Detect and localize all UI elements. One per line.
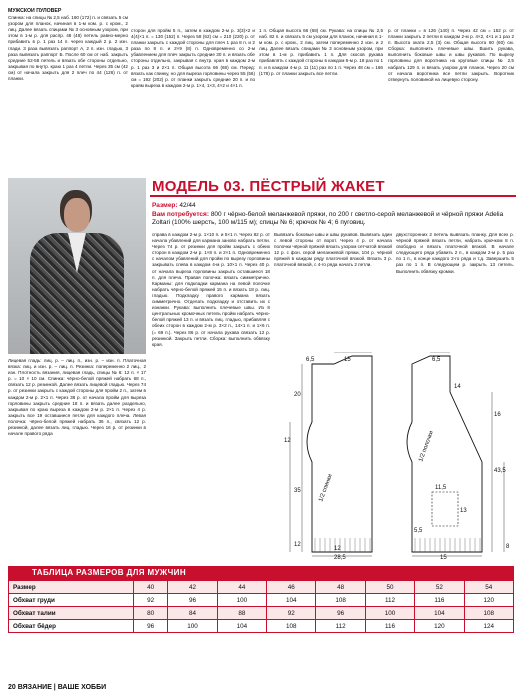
magazine-name: ВЯЗАНИЕ | ВАШЕ ХОББИ — [17, 684, 107, 691]
pattern-svg — [282, 352, 514, 560]
dim-label: 6,5 — [432, 357, 441, 363]
pullover-column-1 — [8, 8, 128, 168]
materials-value: 800 г чёрно-белой меланжевой пряжи, по 200 г светло-серой меланжевой и чёрной пряжи Adelia Zoltari (100% шерсть, 100 м/115 м); спицы № 6; крючок № 4; 6 пуговиц. — [152, 211, 504, 226]
size-cell: 46 — [267, 581, 316, 594]
dim-label: 28,5 — [334, 555, 346, 560]
dim-label: 5,5 — [414, 528, 423, 534]
table-cell: 96 — [316, 607, 365, 620]
dim-label: 14 — [454, 384, 461, 390]
pullover-text-3: 1 п. Общая высота 66 (68) см. Рукава: на спицы № 2,5 наб. 82 п. и связать 5 см узором для планок, начиная в 1-м ком. р. с кром., 2 лиц. затем попеременно 2 изн. и 2 лиц. Далее вязать спицами № 3 основным узором, при этом в 1-м р. прибавить 1 п. Для скосов рукава прибавлять с каждой стороны в каждом 6-м р. 18 раз по 1 п. и в каждом 4-м р. 11 (11) раз по 1 п. Через 48 см = 166 (178) р. от планки закрыть все петли. — [259, 28, 383, 76]
table-cell: 100 — [217, 594, 266, 607]
size-table — [8, 566, 514, 633]
size-cell: 40 — [134, 581, 168, 594]
table-cell: 92 — [134, 594, 168, 607]
dim-label: 12 — [334, 546, 341, 552]
size-cell: 42 — [168, 581, 217, 594]
size-cell: 52 — [415, 581, 464, 594]
dim-label: 8 — [506, 544, 510, 550]
model-face — [64, 198, 90, 232]
table-cell: 120 — [415, 620, 464, 633]
table-cell: 100 — [365, 607, 414, 620]
materials-line — [152, 211, 514, 227]
row-label: Обхват груди — [9, 594, 134, 607]
table-row — [9, 620, 514, 633]
materials-label: Вам потребуется: — [152, 211, 209, 218]
row-label: Обхват талии — [9, 607, 134, 620]
table-cell: 116 — [365, 620, 414, 633]
table-cell: 120 — [464, 594, 513, 607]
dim-label: 13 — [460, 508, 467, 514]
size-cell: 48 — [316, 581, 365, 594]
front-label: 1/2 полочки — [418, 430, 435, 463]
table-cell: 80 — [134, 607, 168, 620]
page-footer — [8, 684, 106, 691]
dim-label: 43,5 — [494, 468, 506, 474]
jacket-column-2 — [152, 232, 270, 558]
table-cell: 108 — [464, 607, 513, 620]
ribbing-back — [315, 538, 370, 552]
table-cell: 108 — [316, 594, 365, 607]
table-cell: 104 — [217, 620, 266, 633]
dim-label: 11,5 — [435, 485, 447, 491]
dim-label: 15 — [440, 555, 447, 560]
model-photo — [8, 178, 146, 354]
jacket-text-4: двухсторонних 2 петель вывязать планку. Для всех р. чёрной пряжей вязать петли, набрать крючком 8 п. свободно и вязать платочной вязкой. В начале следующего ряда убавить 2 п., в каждом 2-м р. 5 раз по 1 п., в конце каждого 2-го ряда и т.д. Завершить 5 раз по 1 п. В следующем р. закрыть 13 петель. Выполнить обвязку кромки. — [396, 232, 514, 274]
table-cell: 104 — [415, 607, 464, 620]
back-label: 1/2 спинки — [318, 473, 334, 503]
front-half-outline — [407, 356, 482, 552]
pullover-column-4 — [388, 28, 514, 168]
table-cell: 112 — [316, 620, 365, 633]
pullover-column-2 — [131, 28, 255, 168]
header-label: Размер — [9, 581, 134, 594]
jacket-text-1: Лицевая гладь: лиц. р. – лиц. п., изн. р. – изн. п. Платочная вязка: лиц. и изн. р. – лиц. п. Резинка: попеременно 2 лиц., 2 изн. Плотность вязания, лицевая гладь, спицы № 6: 12 п. × 17 р. = 10 × 10 см. Спинка: чёрно-белой пряжей набрать 68 п., связать 12 р. резинкой. Далее вязать лицевой гладью. Через 74 р. от резинки закрыть с каждой стороны для пройм 2 п., затем в каждом 2-м р. 2×1 п. Через 38 р. от начала пройм для выреза горловины закрыть средние 18 п. и вязать далее раздельно, закрывая по краю выреза в каждом 2-м р. 2×1 п. Через 4 р. закрыть все 19 оставшиеся петли для каждого плеча. Левая полочка: чёрно-белой пряжей набрать 36 п., связать 12 р. резинкой, далее вязать лиц. гладью. Через 16 р. от резинки в начале правого ряда — [8, 358, 146, 437]
pullover-heading: МУЖСКОЙ ПУЛОВЕР — [8, 8, 62, 14]
table-cell: 96 — [134, 620, 168, 633]
ribbing-front — [415, 538, 480, 552]
table-cell: 92 — [267, 607, 316, 620]
dim-label: 15 — [344, 357, 351, 363]
table-row — [9, 607, 514, 620]
pullover-column-3 — [259, 28, 383, 168]
pullover-text-1: Спинка: на спицы № 2,5 наб. 160 (172) п. и связать 5 см узором для планок, начиная в 1-м ком. р. с кром., 2 лиц. Далее вязать спицами № 3 основным узором, при этом в 1-м р. для распр. 48 (48) петель равно-мерно прибавить в р. 1 раз 14 п. через каждый 2 р. 2 изн. глади. 3 раза вывязать раппорт А, 2 п. изн. гладью, 3 раза вывязать раппорт Б. После 60 см от наб. закрыть средние 52-58 петель и вязать обе стороны отдельно, закрывая по внутр. краю 1 раз 4 петли. Через 35 см (42 см) от начала закрыть для 2 плеч по 44 (126) п. от планки. — [8, 15, 128, 82]
pocket-outline — [432, 492, 458, 526]
size-cell: 44 — [217, 581, 266, 594]
table-header-row — [9, 581, 514, 594]
table-cell: 124 — [464, 620, 513, 633]
model-title: МОДЕЛЬ 03. ПЁСТРЫЙ ЖАКЕТ — [152, 178, 385, 195]
table-cell: 104 — [267, 594, 316, 607]
table-cell: 84 — [168, 607, 217, 620]
jacket-column-1 — [8, 358, 146, 558]
size-label: Размер: — [152, 202, 178, 209]
dim-label: 12 — [284, 438, 291, 444]
pattern-diagram — [282, 352, 514, 560]
size-table-grid — [8, 580, 514, 633]
dim-label: 35 — [294, 488, 301, 494]
model-title-bar — [150, 180, 516, 197]
jacket-text-3: Вывязать боковые швы и швы рукавов. Вывязать один с левой стороны от ворот. Через 4 р. от начала полочки чёрной пряжей вязать узором сетчатой вязкой 12 р. с фон. серой меланжевой пряжи, 104 р. чёрной пряжей в каждом ряду платочной вязкой. Вязать 3 р. платочной вязкой, с 4-го ряда начать 2 петли. — [274, 232, 392, 268]
table-cell: 96 — [168, 594, 217, 607]
table-row — [9, 594, 514, 607]
table-cell: 88 — [217, 607, 266, 620]
dim-label: 20 — [294, 392, 301, 398]
jacket-text-2: справа в каждом 2-м р. 1×10 п. и 5×1 п. Через 82 р. от начала убавлений для кармана заново набрать петли. Через 74 р. от резинки для пройм закрыть с обеих сторон в каждом 2-м р. 1×8 п. и 2×1 п. Одновременно с началом убавлений для пройм по вырезу горловины закрывать слева в каждом 4-м р. 10×1 п. Через 40 р. от начала выреза горловины закрыть оставшиеся 18 п. для плеча. Правая полочка: вязать симметрично. Карманы: для подкладки кармана на левой полочке набрать чёрно-белой пряжей 15 п. и вязать 18 р. лиц. гладью. Подкладку правого кармана вязать симметрично. Отделать подкладку и отставить их с изнанки. Рукава: выполнить плечевые швы. Из 8 центральных кромочных петель пройм набрать чёрно-белой пряжей 13 п. и вязать лиц. гладью, прибавляя с обеих сторон в каждом 2-м р. 3×2 п., 14×1 п. и 1×6 п. (= 69 п.). Через 86 р. от начала рукава связать 12 р. резинкой. Закрыть петли. Сборка: выполнить обвязку края. — [152, 232, 270, 347]
back-half-outline — [307, 356, 372, 552]
dim-label: 12 — [294, 542, 301, 548]
dim-label: 16 — [494, 412, 501, 418]
row-label: Обхват бёдер — [9, 620, 134, 633]
page-number: 20 — [8, 684, 16, 691]
size-value: 42/44 — [179, 202, 196, 209]
table-cell: 112 — [365, 594, 414, 607]
size-cell: 54 — [464, 581, 513, 594]
size-cell: 50 — [365, 581, 414, 594]
size-table-title: ТАБЛИЦА РАЗМЕРОВ ДЛЯ МУЖЧИН — [8, 566, 514, 580]
table-cell: 108 — [267, 620, 316, 633]
table-cell: 100 — [168, 620, 217, 633]
dim-label: 6,5 — [306, 357, 315, 363]
jacket-column-3 — [274, 232, 392, 344]
pullover-text-4: р. от планки = в 126 (140) п. Через 42 см = 152 р. от планки закрыть 2 петли в каждом 2-м р. 4×2, 4×1 и 1 раз 2 п. Высота оката 2,5 (3) см. Общая высота 60 (60) см. Сборка: выполнить плечевые швы. Вшить рукава, выполнить боковые швы и швы рукавов. По вырезу горловины для воротника на круговые спицы № 2,5 набрать 129 п. и вязать узором для планок. Через 20 см от начала воротника все петли закрыть. Воротник отвернуть половиной на лицевую сторону. — [388, 28, 514, 82]
jacket-column-4 — [396, 232, 514, 344]
size-line — [152, 202, 196, 209]
dimension-lines — [290, 352, 504, 556]
table-cell: 116 — [415, 594, 464, 607]
pullover-text-2: сторон для пройм 5 п., затем в каждом 2-м р. 3(3)×2 и 4(4)×1 п. = 130 (152) п. Через 58 (62) см = 210 (220) р. от планки закрыть с каждой стороны для плеч 1 раз 8 п. и 2 раза по 8 п. и 2×9 (8) п. Одновременно со 2-м убавлением для плеч закрыть средние 30 п. и вязать обе стороны отдельно, закрывая с внутр. края в каждом 2-м р. 1 раз 3 и 2×1 п. Общая высота 66 (68) см. Перед: вязать как спинку, но для выреза горловины через 55 (56) см = 192 (202) р. от планки закрыть средние 20 п. и по краям выреза в каждом 2-м р. 1×4, 1×3, 4×2 и 4×1 п. — [131, 28, 255, 88]
